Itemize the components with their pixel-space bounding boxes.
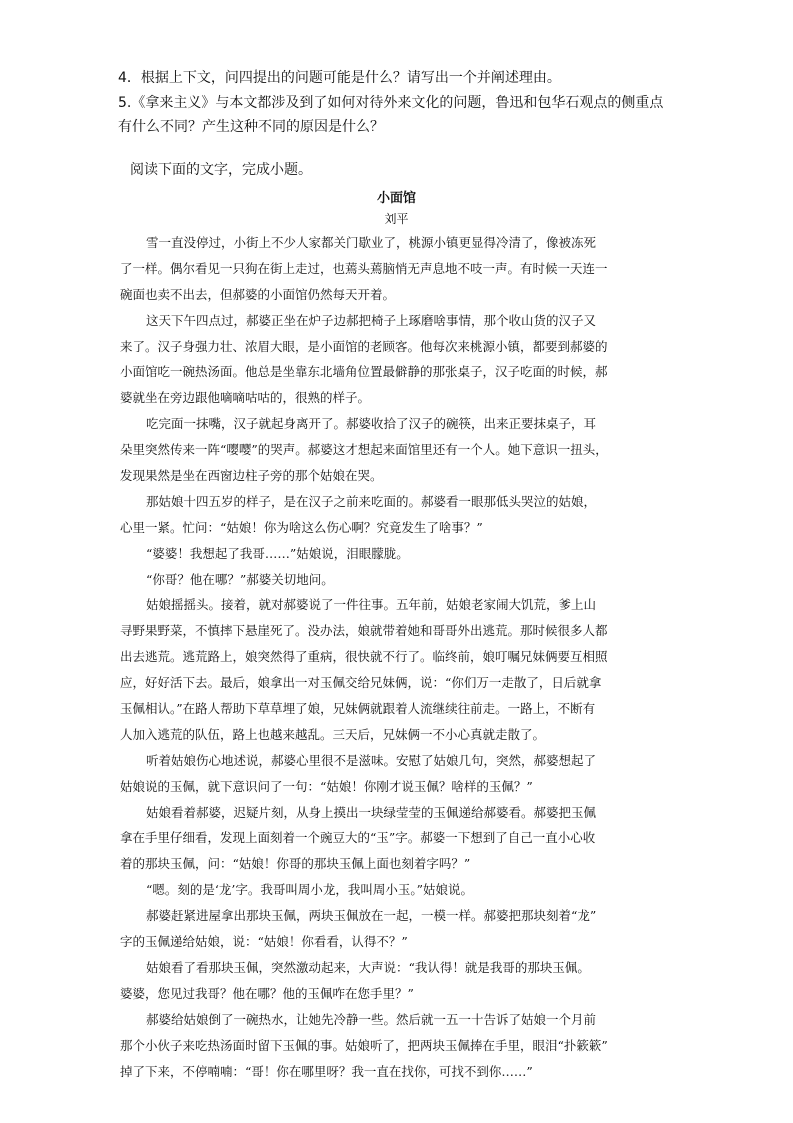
story-line: 玉佩相认。”在路人帮助下草草埋了娘，兄妹俩就跟着人流继续往前走。一路上，不断有 <box>120 701 596 717</box>
question-5-line-2: 有什么不同？产生这种不同的原因是什么？ <box>118 119 384 135</box>
story-line: 这天下午四点过，郝婆正坐在炉子边郝把椅子上琢磨啥事情，那个收山货的汉子又 <box>146 312 597 328</box>
story-line: 了一样。偶尔看见一只狗在街上走过，也蔫头蔫脑悄无声息地不吱一声。有时候一天连一 <box>120 260 608 276</box>
story-line: 应，好好活下去。最后，娘拿出一对玉佩交给兄妹俩，说：“你们万一走散了，日后就拿 <box>120 675 602 691</box>
story-line: 出去逃荒。逃荒路上，娘突然得了重病，很快就不行了。临终前，娘叮嘱兄妹俩要互相照 <box>120 649 608 665</box>
story-line: 朵里突然传来一阵“嘤嘤”的哭声。郝婆这才想起来面馆里还有一个人。她下意识一扭头， <box>120 442 608 458</box>
question-4: 4．根据上下文，问四提出的问题可能是什么？请写出一个并阐述理由。 <box>118 70 561 86</box>
story-line: 姑娘看了看那块玉佩，突然激动起来，大声说：“我认得！就是我哥的那块玉佩。 <box>146 959 590 975</box>
story-line: 姑娘看着郝婆，迟疑片刻，从身上摸出一块绿莹莹的玉佩递给郝婆看。郝婆把玉佩 <box>146 804 597 820</box>
story-body <box>120 230 680 1084</box>
reading-instruction: 阅读下面的文字，完成小题。 <box>130 162 312 178</box>
story-line: 着的那块玉佩，问：“姑娘！你哥的那块玉佩上面也刻着字吗？” <box>120 856 471 872</box>
story-line: 姑娘摇摇头。接着，就对郝婆说了一件往事。五年前，姑娘老家闹大饥荒，爹上山 <box>146 597 597 613</box>
story-line: 碗面也卖不出去，但郝婆的小面馆仍然每天开着。 <box>120 286 396 302</box>
story-line: “嗯。刻的是‘龙’字。我哥叫周小龙，我叫周小玉。”姑娘说。 <box>146 882 473 898</box>
story-line: 姑娘说的玉佩，就下意识问了一句：“姑娘！你刚才说玉佩？啥样的玉佩？” <box>120 778 533 794</box>
story-line: 郝婆给姑娘倒了一碗热水，让她先冷静一些。然后就一五一十告诉了姑娘一个月前 <box>146 1011 597 1027</box>
story-line: 郝婆赶紧进屋拿出那块玉佩，两块玉佩放在一起，一模一样。郝婆把那块刻着“龙” <box>146 908 597 924</box>
story-author: 刘平 <box>384 212 409 226</box>
story-line: “你哥？他在哪？”郝婆关切地问。 <box>146 571 334 587</box>
story-line: 那姑娘十四五岁的样子，是在汉子之前来吃面的。郝婆看一眼那低头哭泣的姑娘， <box>146 493 597 509</box>
story-line: 发现果然是坐在西窗边柱子旁的那个姑娘在哭。 <box>120 468 383 484</box>
story-line: “婆婆！我想起了我哥……”姑娘说，泪眼朦胧。 <box>146 545 409 561</box>
story-line: 人加入逃荒的队伍，路上也越来越乱。三天后，兄妹俩一不小心真就走散了。 <box>120 726 546 742</box>
story-line: 拿在手里仔细看，发现上面刻着一个豌豆大的“玉”字。郝婆一下想到了自己一直小心收 <box>120 830 596 846</box>
question-5-line-1: 5.《拿来主义》与本文都涉及到了如何对待外来文化的问题，鲁迅和包华石观点的侧重点 <box>118 95 664 111</box>
story-line: 心里一紧。忙问：“姑娘！你为啥这么伤心啊？究竟发生了啥事？” <box>120 519 483 535</box>
story-line: 吃完面一抹嘴，汉子就起身离开了。郝婆收拾了汉子的碗筷，出来正要抹桌子，耳 <box>146 416 597 432</box>
story-line: 掉了下来，不停喃喃：“哥！你在哪里呀？我一直在找你，可找不到你……” <box>120 1063 533 1079</box>
story-line: 小面馆吃一碗热汤面。他总是坐靠东北墙角位置最僻静的那张桌子，汉子吃面的时候，郝 <box>120 364 608 380</box>
story-line: 婆就坐在旁边跟他嘀嘀咕咕的，很熟的样子。 <box>120 390 371 406</box>
story-line: 来了。汉子身强力壮、浓眉大眼，是小面馆的老顾客。他每次来桃源小镇，都要到郝婆的 <box>120 338 608 354</box>
story-line: 那个小伙子来吃热汤面时留下玉佩的事。姑娘听了，把两块玉佩捧在手里，眼泪“扑簌簌” <box>120 1037 608 1053</box>
story-line: 听着姑娘伤心地述说，郝婆心里很不是滋味。安慰了姑娘几句，突然，郝婆想起了 <box>146 752 597 768</box>
story-line: 雪一直没停过，小街上不少人家都关门歇业了，桃源小镇更显得冷清了，像被冻死 <box>146 235 597 250</box>
story-title: 小面馆 <box>376 191 416 206</box>
story-line: 婆婆，您见过我哥？他在哪？他的玉佩咋在您手里？” <box>120 985 414 1001</box>
story-line: 寻野果野菜，不慎摔下悬崖死了。没办法，娘就带着她和哥哥外出逃荒。那时候很多人都 <box>120 623 608 639</box>
story-line: 字的玉佩递给姑娘，说：“姑娘！你看看，认得不？” <box>120 934 408 950</box>
